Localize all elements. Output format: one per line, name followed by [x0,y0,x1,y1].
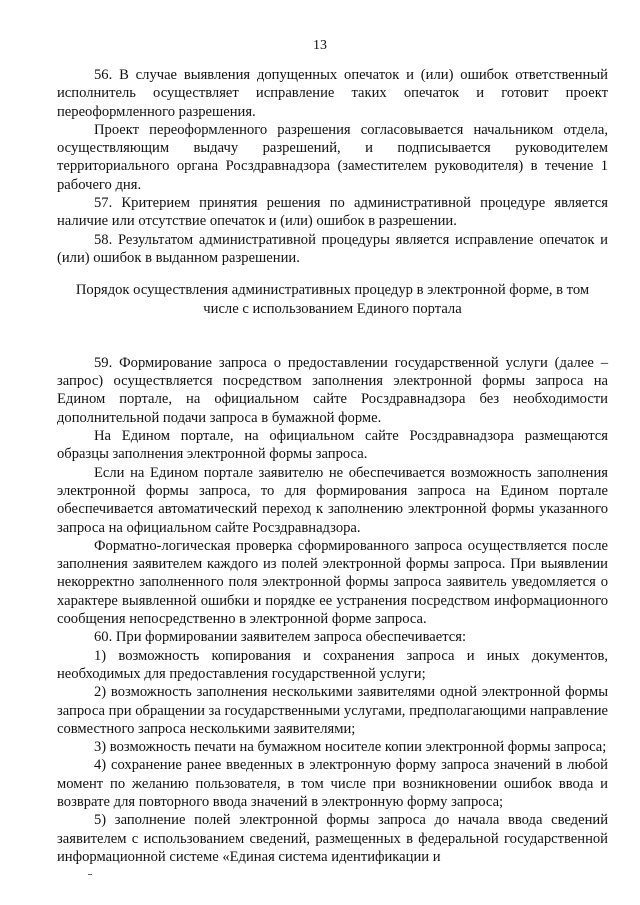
paragraph-59-samples: На Едином портале, на официальном сайте Росздравнадзора размещаются образцы заполнения электронной формы запроса. [57,428,608,463]
page-number: 13 [313,38,327,53]
list-item-2: 2) возможность заполнения несколькими заявителями одной электронной формы запроса при обращении за государственными услугами, предполагающими направление совместного запроса несколькими заявителями; [57,684,608,737]
list-item-5: 5) заполнение полей электронной формы запроса до начала ввода сведений заявителем с использованием сведений, размещенных в федеральной государственной информационной системе «Единая система идентификации и [57,812,608,865]
scan-speck [88,874,92,875]
list-item-4: 4) сохранение ранее введенных в электронную форму запроса значений в любой момент по желанию пользователя, в том числе при возникновении ошибок ввода и возврате для повторного ввода значений в электронную форму запроса; [57,757,608,810]
paragraph-56: 56. В случае выявления допущенных опечаток и (или) ошибок ответственный исполнитель осуществляет исправление таких опечаток и готовит проект переоформленного разрешения. [57,67,608,120]
section-heading: Порядок осуществления административных процедур в электронной форме, в том числе с использованием Единого портала [75,282,590,317]
paragraph-57: 57. Критерием принятия решения по административной процедуре является наличие или отсутствие опечаток и (или) ошибок в разрешении. [57,195,608,230]
paragraph-59: 59. Формирование запроса о предоставлении государственной услуги (далее – запрос) осуществляется посредством заполнения электронной формы запроса на Едином портале, на официальном сайте Росздравнадзора без необходимости дополнительной подачи запроса в бумажной форме. [57,354,608,426]
paragraph-59-validation: Форматно-логическая проверка сформированного запроса осуществляется после заполнения заявителем каждого из полей электронной формы запроса. При выявлении некорректно заполненного поля электронной формы запроса заявитель уведомляется о характере выявленной ошибки и порядке ее устранения посредством информационного сообщения непосредственно в электронной форме запроса. [57,537,608,628]
document-body [57,66,608,866]
paragraph-58: 58. Результатом административной процедуры является исправление опечаток и (или) ошибок в выданном разрешении. [57,231,608,266]
list-item-3: 3) возможность печати на бумажном носителе копии электронной формы запроса; [94,739,607,756]
paragraph-60: 60. При формировании заявителем запроса обеспечивается: [94,629,467,646]
paragraph-59-redirect: Если на Едином портале заявителю не обеспечивается возможность заполнения электронной формы запроса, то для формирования запроса на Едином портале обеспечивается автоматический переход к заполнению электронной формы указанного запроса на официальном сайте Росздравнадзора. [57,464,608,536]
list-item-1: 1) возможность копирования и сохранения запроса и иных документов, необходимых для предоставления государственной услуги; [57,647,608,682]
paragraph-56-approval: Проект переоформленного разрешения согласовывается начальником отдела, осуществляющим выдачу разрешений, и подписывается руководителем территориального органа Росздравнадзора (заместителем руководителя) в течение 1 рабочего дня. [57,121,608,193]
